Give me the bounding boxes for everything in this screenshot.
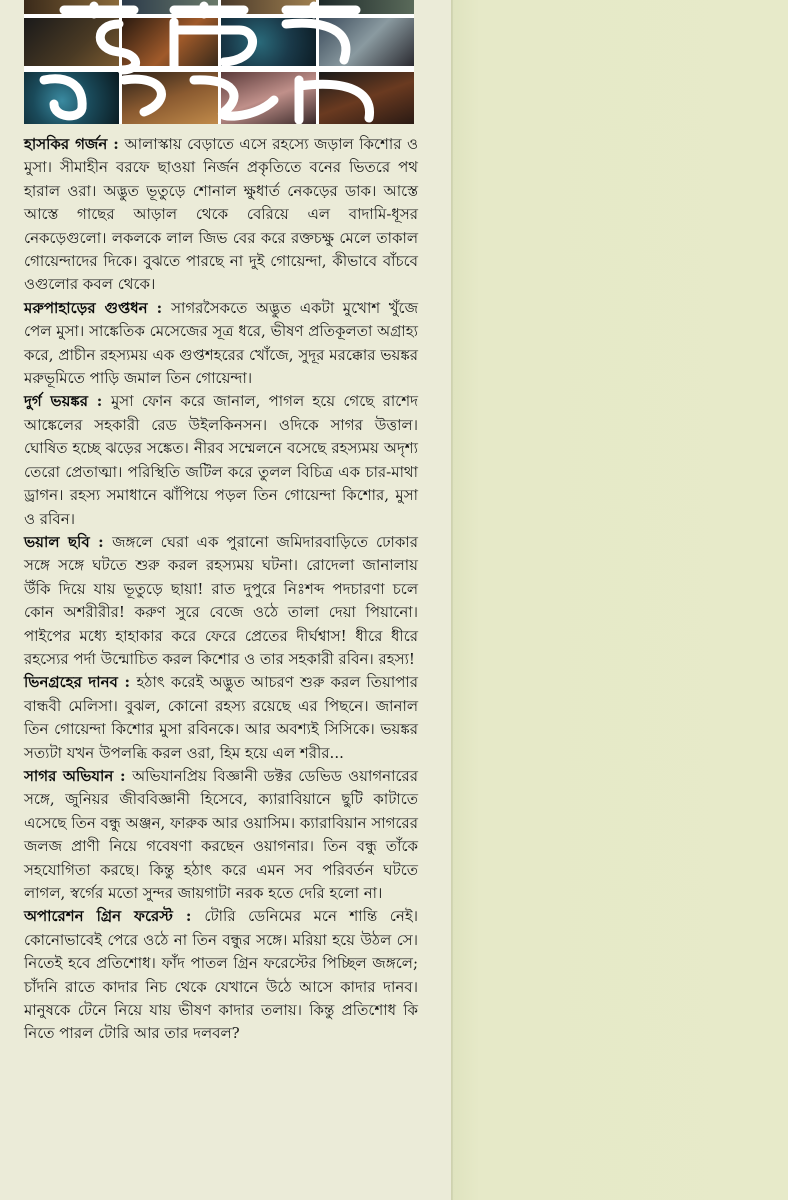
title-separator: : [113, 766, 133, 785]
synopsis-sagar-abhijan [24, 765, 418, 905]
synopsis-bhayal-chhobi [24, 531, 418, 671]
synopsis-text: সাগরসৈকতে অদ্ভুত একটা মুখোশ খুঁজে পেল মুসা। সাঙ্কেতিক মেসেজের সূত্র ধরে, ভীষণ প্রতিকূলতা অগ্রাহ্য করে, প্রাচীন রহস্যময় এক গুপ্তশহরের খোঁজে, সুদূর মরক্কোর ভয়ঙ্কর মরুভূমিতে পাড়ি জমাল তিন গোয়েন্দা। [24, 298, 418, 388]
synopsis-text: হঠাৎ করেই অদ্ভুত আচরণ শুরু করল তিয়াপার বান্ধবী মেলিসা। বুঝল, কোনো রহস্য রয়েছে এর পিছনে। জানাল তিন গোয়েন্দা কিশোর মুসা রবিনকে। আর অবশ্যই সিসিকে। ভয়ঙ্কর সত্যটা যখন উপলব্ধি করল ওরা, হিম হয়ে এল শরীর... [24, 673, 418, 762]
title-separator: : [107, 135, 125, 153]
synopsis-text: আলাস্কায় বেড়াতে এসে রহস্যে জড়াল কিশোর ও মুসা। সীমাহীন বরফে ছাওয়া নির্জন প্রকৃতিতে বনের ভিতরে পথ হারাল ওরা। অদ্ভুত ভূতুড়ে শোনাল ক্ষুধার্ত নেকড়ের ডাক। আস্তে আস্তে গাছের আড়াল থেকে বেরিয়ে এল বাদামি-ধূসর নেকড়েগুলো। লকলকে লাল জিভ বের করে রক্তচক্ষু মেলে তাকাল গোয়েন্দাদের দিকে। বুঝতে পারছে না দুই গোয়েন্দা, কীভাবে বাঁচবে ওগুলোর কবল থেকে। [24, 135, 418, 294]
synopsis-title: হাসকির গর্জন [24, 135, 108, 153]
title-separator: : [117, 673, 137, 692]
synopsis-title: ভিনগ্রহের দানব [24, 673, 118, 692]
synopsis-text: অভিযানপ্রিয় বিজ্ঞানী ডক্টর ডেভিড ওয়াগনারের সঙ্গে, জুনিয়র জীববিজ্ঞানী হিসেবে, ক্যারাবিয়ানে ছুটি কাটাতে এসেছে তিন বন্ধু অঞ্জন, ফারুক আর ওয়াসিম। ক্যারাবিয়ান সাগরের জলজ প্রাণী নিয়ে গবেষণা করছেন ওয়াগনার। তিন বন্ধু তাঁকে সহযোগিতা করছে। কিন্তু হঠাৎ করে এমন সব পরিবর্তন ঘটতে লাগল, স্বর্গের মতো সুন্দর জায়গাটা নরক হতে দেরি হলো না। [24, 766, 418, 902]
blank-right-page [453, 0, 788, 1200]
synopsis-marupaharer-guptadhan [24, 297, 418, 391]
synopsis-haskir-garjan [24, 133, 418, 297]
cover-title-lettering [24, 0, 414, 124]
title-separator: : [147, 298, 172, 317]
synopsis-title: দুর্গ ভয়ঙ্কর [24, 392, 89, 411]
synopsis-durga-bhayankar [24, 390, 418, 530]
title-separator: : [172, 907, 205, 926]
synopsis-operation-green-forest [24, 905, 418, 1045]
synopsis-text: টোরি ডেনিমের মনে শান্তি নেই। কোনোভাবেই পেরে ওঠে না তিন বন্ধুর সঙ্গে। মরিয়া হয়ে উঠল সে। নিতেই হবে প্রতিশোধ। ফাঁদ পাতল গ্রিন ফরেস্টের পিচ্ছিল জঙ্গলে; চাঁদনি রাতে কাদার নিচ থেকে যেখানে উঠে আসে কাদার দানব। মানুষকে টেনে নিয়ে যায় ভীষণ কাদার তলায়। কিন্তু প্রতিশোধ কি নিতে পারল টোরি আর তার দলবল? [24, 907, 418, 1043]
title-separator: : [88, 392, 111, 411]
title-separator: : [89, 532, 113, 551]
book-synopses [24, 133, 418, 1046]
cover-collage-image [24, 0, 414, 124]
synopsis-text: জঙ্গলে ঘেরা এক পুরানো জমিদারবাড়িতে ঢোকার সঙ্গে সঙ্গে ঘটতে শুরু করল রহস্যময় ঘটনা। রোদেলা জানালায় উঁকি দিয়ে যায় ভূতুড়ে ছায়া! রাত দুপুরে নিঃশব্দ পদচারণা চলে কোন অশরীরীর! করুণ সুরে বেজে ওঠে তালা দেয়া পিয়ানো। পাইপের মধ্যে হাহাকার করে ফেরে প্রেতের দীর্ঘশ্বাস! ধীরে ধীরে রহস্যের পর্দা উন্মোচিত করল কিশোর ও তার সহকারী রবিন। রহস্য! [24, 532, 418, 668]
synopsis-title: মরুপাহাড়ের গুপ্তধন [24, 298, 148, 317]
synopsis-bhingraher-danab [24, 671, 418, 765]
synopsis-title: সাগর অভিযান [24, 766, 114, 785]
synopsis-text: মুসা ফোন করে জানাল, পাগল হয়ে গেছে রাশেদ আঙ্কেলের সহকারী রেড উইলকিনসন। ওদিকে সাগর উত্তাল। ঘোষিত হচ্ছে ঝড়ের সঙ্কেত। নীরব সম্মেলনে বসেছে রহস্যময় অদৃশ্য তেরো প্রেতাত্মা। পরিস্থিতি জটিল করে তুলল বিচিত্র এক চার-মাথা ড্রাগন। রহস্য সমাধানে ঝাঁপিয়ে পড়ল তিন গোয়েন্দা কিশোর, মুসা ও রবিন। [24, 392, 418, 528]
synopsis-title: ভয়াল ছবি [24, 532, 90, 551]
synopsis-title: অপারেশন গ্রিন ফরেস্ট [24, 907, 173, 926]
